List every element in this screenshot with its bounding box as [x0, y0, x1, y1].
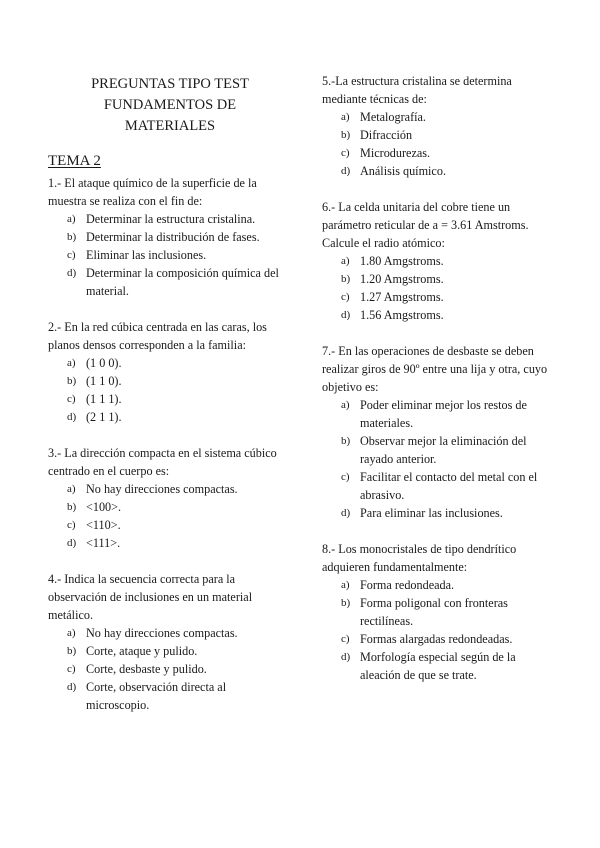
- option-c: [48, 660, 292, 678]
- option-c: [48, 390, 292, 408]
- question-1: [48, 174, 292, 300]
- option-text: Determinar la distribución de fases.: [86, 230, 260, 244]
- option-letter: a): [67, 627, 76, 639]
- question-text: 2.- En la red cúbica centrada en las caras, los planos densos corresponden a la familia:: [48, 320, 267, 352]
- option-c: [48, 516, 292, 534]
- title-line: MATERIALES: [124, 118, 216, 134]
- option-b: [48, 642, 292, 660]
- option-b: [322, 594, 558, 630]
- option-text: Corte, ataque y pulido.: [86, 644, 198, 658]
- option-text: Corte, desbaste y pulido.: [86, 662, 207, 676]
- question-5: [322, 72, 558, 180]
- option-letter: b): [67, 645, 77, 657]
- option-b: [48, 498, 292, 516]
- option-text: Poder eliminar mejor los restos de materiales.: [360, 398, 527, 430]
- question-6: [322, 198, 558, 324]
- option-text: No hay direcciones compactas.: [86, 626, 238, 640]
- options-list: [322, 108, 558, 180]
- option-text: <111>.: [86, 536, 121, 550]
- options-list: [48, 624, 292, 714]
- option-a: [48, 624, 292, 642]
- option-d: [322, 504, 558, 522]
- option-letter: b): [341, 129, 351, 141]
- option-letter: d): [67, 681, 77, 693]
- option-text: Análisis químico.: [360, 164, 446, 178]
- option-letter: d): [341, 651, 351, 663]
- option-a: [48, 480, 292, 498]
- option-letter: a): [341, 255, 350, 267]
- option-a: [322, 108, 558, 126]
- option-letter: b): [67, 375, 77, 387]
- option-text: Morfología especial según de la aleación de que se trate.: [360, 650, 516, 682]
- options-list: [322, 576, 558, 684]
- option-text: (2 1 1).: [86, 410, 122, 424]
- option-text: <100>.: [86, 500, 122, 514]
- option-letter: a): [67, 213, 76, 225]
- option-text: Forma redondeada.: [360, 578, 455, 592]
- options-list: [48, 210, 292, 300]
- option-text: (1 0 0).: [86, 356, 122, 370]
- option-letter: d): [341, 165, 351, 177]
- section-heading: TEMA 2: [48, 153, 101, 169]
- option-letter: c): [341, 633, 350, 645]
- option-b: [48, 372, 292, 390]
- question-3: [48, 444, 292, 552]
- option-letter: d): [341, 309, 351, 321]
- options-list: [48, 354, 292, 426]
- option-text: <110>.: [86, 518, 121, 532]
- option-d: [48, 264, 292, 300]
- option-letter: c): [67, 393, 76, 405]
- option-letter: b): [341, 597, 351, 609]
- option-letter: b): [67, 231, 77, 243]
- question-text: 7.- En las operaciones de desbaste se deben realizar giros de 90º entre una lija y otra, cuyo objetivo es:: [322, 344, 548, 394]
- question-text: 6.- La celda unitaria del cobre tiene un parámetro reticular de a = 3.61 Amstroms. Calcule el radio atómico:: [322, 200, 529, 250]
- option-letter: b): [341, 273, 351, 285]
- options-list: [48, 480, 292, 552]
- option-text: Para eliminar las inclusiones.: [360, 506, 503, 520]
- option-letter: d): [341, 507, 351, 519]
- options-list: [322, 396, 558, 522]
- option-letter: d): [67, 267, 77, 279]
- option-letter: d): [67, 537, 77, 549]
- option-text: Forma poligonal con fronteras rectilíneas.: [360, 596, 508, 628]
- option-d: [322, 648, 558, 684]
- option-text: Microdurezas.: [360, 146, 431, 160]
- option-a: [322, 252, 558, 270]
- option-c: [322, 144, 558, 162]
- option-letter: c): [341, 147, 350, 159]
- option-letter: a): [341, 399, 350, 411]
- option-c: [48, 246, 292, 264]
- question-text: 5.-La estructura cristalina se determina mediante técnicas de:: [322, 74, 512, 106]
- option-letter: d): [67, 411, 77, 423]
- option-d: [322, 162, 558, 180]
- question-text: 8.- Los monocristales de tipo dendrítico adquieren fundamentalmente:: [322, 542, 517, 574]
- option-letter: c): [67, 519, 76, 531]
- question-text: 4.- Indica la secuencia correcta para la observación de inclusiones en un material metálico.: [48, 572, 253, 622]
- option-c: [322, 288, 558, 306]
- option-text: Formas alargadas redondeadas.: [360, 632, 513, 646]
- option-text: Corte, observación directa al microscopio.: [86, 680, 227, 712]
- title-line: FUNDAMENTOS DE: [103, 97, 237, 113]
- option-letter: a): [341, 111, 350, 123]
- option-c: [322, 468, 558, 504]
- option-d: [48, 408, 292, 426]
- option-letter: c): [341, 471, 350, 483]
- question-4: [48, 570, 292, 714]
- option-letter: a): [67, 357, 76, 369]
- option-a: [48, 354, 292, 372]
- option-text: Determinar la estructura cristalina.: [86, 212, 256, 226]
- option-text: Metalografía.: [360, 110, 426, 124]
- option-letter: c): [67, 663, 76, 675]
- option-text: Determinar la composición química del material.: [86, 266, 279, 298]
- question-text: 3.- La dirección compacta en el sistema cúbico centrado en el cuerpo es:: [48, 446, 277, 478]
- option-text: (1 1 0).: [86, 374, 122, 388]
- question-7: [322, 342, 558, 522]
- option-text: (1 1 1).: [86, 392, 122, 406]
- option-b: [322, 126, 558, 144]
- option-a: [322, 576, 558, 594]
- option-letter: a): [341, 579, 350, 591]
- option-text: No hay direcciones compactas.: [86, 482, 238, 496]
- option-a: [322, 396, 558, 432]
- option-text: Eliminar las inclusiones.: [86, 248, 207, 262]
- options-list: [322, 252, 558, 324]
- option-b: [48, 228, 292, 246]
- question-text: 1.- El ataque químico de la superficie de la muestra se realiza con el fin de:: [48, 176, 257, 208]
- option-text: 1.20 Amgstroms.: [360, 272, 444, 286]
- option-letter: c): [67, 249, 76, 261]
- option-letter: a): [67, 483, 76, 495]
- option-letter: b): [341, 435, 351, 447]
- option-a: [48, 210, 292, 228]
- option-b: [322, 270, 558, 288]
- option-text: 1.56 Amgstroms.: [360, 308, 444, 322]
- option-text: Facilitar el contacto del metal con el abrasivo.: [360, 470, 538, 502]
- page-title: [48, 74, 292, 137]
- option-c: [322, 630, 558, 648]
- left-column: [48, 0, 292, 714]
- option-d: [322, 306, 558, 324]
- option-text: 1.27 Amgstroms.: [360, 290, 444, 304]
- option-text: Difracción: [360, 128, 413, 142]
- option-letter: b): [67, 501, 77, 513]
- question-8: [322, 540, 558, 684]
- title-line: PREGUNTAS TIPO TEST: [91, 76, 249, 92]
- option-b: [322, 432, 558, 468]
- question-2: [48, 318, 292, 426]
- option-d: [48, 678, 292, 714]
- right-column: [322, 0, 558, 684]
- option-text: 1.80 Amgstroms.: [360, 254, 444, 268]
- option-letter: c): [341, 291, 350, 303]
- option-d: [48, 534, 292, 552]
- option-text: Observar mejor la eliminación del rayado anterior.: [360, 434, 527, 466]
